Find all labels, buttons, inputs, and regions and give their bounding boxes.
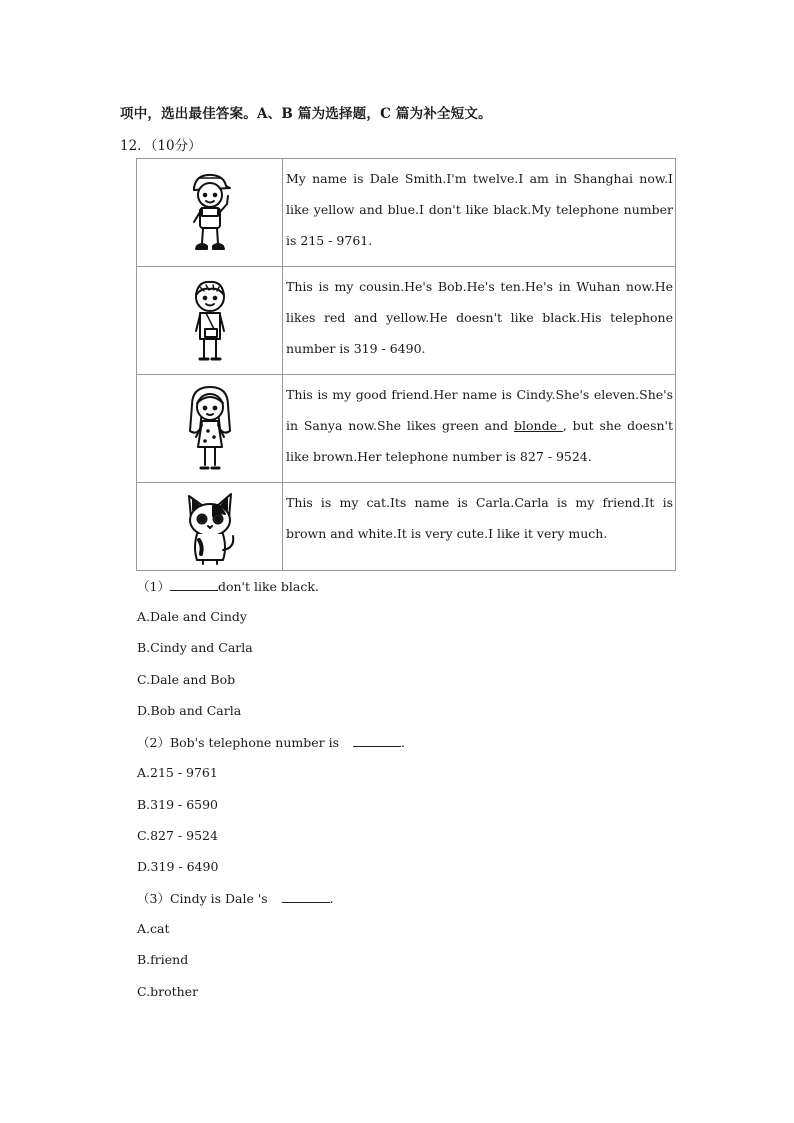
picture-cell [137, 159, 283, 267]
section-instruction: 项中，选出最佳答案。A、B 篇为选择题，C 篇为补全短文。 [120, 106, 492, 122]
cat-carla-icon [179, 488, 241, 566]
picture-cell [137, 267, 283, 375]
question-1-option-d[interactable]: D.Bob and Carla [137, 703, 242, 718]
passage-text-bob: This is my cousin.He's Bob.He's ten.He's in Wuhan now.He likes red and yellow.He doesn't like black.His telephone number is 319 - 6490. [283, 267, 676, 375]
passage-text-cindy-part2: , but she doesn't like brown.Her telephone number is 827 - 9524. [286, 418, 673, 464]
question-2-option-d[interactable]: D.319 - 6490 [137, 859, 219, 874]
question-1-option-a[interactable]: A.Dale and Cindy [137, 609, 247, 624]
passage-text-cindy-part1: This is my good friend.Her name is Cindy.She's eleven.She's in Sanya now.She likes green and [286, 387, 673, 433]
question-1-option-c[interactable]: C.Dale and Bob [137, 672, 236, 687]
table-row [137, 267, 676, 375]
question-1-prompt [137, 578, 319, 595]
question-3-option-a[interactable]: A.cat [137, 921, 170, 936]
question-3-prompt [137, 890, 334, 907]
question-2-option-a[interactable]: A.215 - 9761 [137, 765, 218, 780]
question-number: 12．（10分） [120, 138, 202, 154]
answer-blank [353, 734, 401, 747]
question-3-option-c[interactable]: C.brother [137, 984, 199, 999]
answer-blank [170, 578, 218, 591]
question-1-option-b[interactable]: B.Cindy and Carla [137, 640, 253, 655]
question-2-prompt [137, 734, 405, 751]
picture-cell [137, 375, 283, 483]
picture-cell [137, 483, 283, 571]
table-row [137, 375, 676, 483]
girl-cindy-icon [178, 381, 242, 477]
passage-text-dale: My name is Dale Smith.I'm twelve.I am in Shanghai now.I like yellow and blue.I don't like black.My telephone number is 215 - 9761. [283, 159, 676, 267]
question-2-option-c[interactable]: C.827 - 9524 [137, 828, 218, 843]
table-row [137, 159, 676, 267]
answer-blank [282, 890, 330, 903]
table-row [137, 483, 676, 571]
question-3-option-b[interactable]: B.friend [137, 952, 189, 967]
boy-dale-icon [180, 168, 240, 258]
question-3-suffix: . [329, 891, 334, 906]
boy-bob-icon [182, 275, 238, 367]
underlined-word: blonde [514, 418, 563, 433]
passage-table [136, 158, 676, 571]
question-1-suffix: don't like black. [217, 579, 319, 594]
question-1-prefix: （1） [137, 579, 170, 594]
question-3-prefix: （3）Cindy is Dale 's [137, 891, 272, 906]
question-2-option-b[interactable]: B.319 - 6590 [137, 797, 218, 812]
question-2-suffix: . [401, 735, 405, 750]
passage-text-cindy [283, 375, 676, 483]
question-2-prefix: （2）Bob's telephone number is [137, 735, 343, 750]
passage-text-carla: This is my cat.Its name is Carla.Carla is my friend.It is brown and white.It is very cute.I like it very much. [283, 483, 676, 571]
